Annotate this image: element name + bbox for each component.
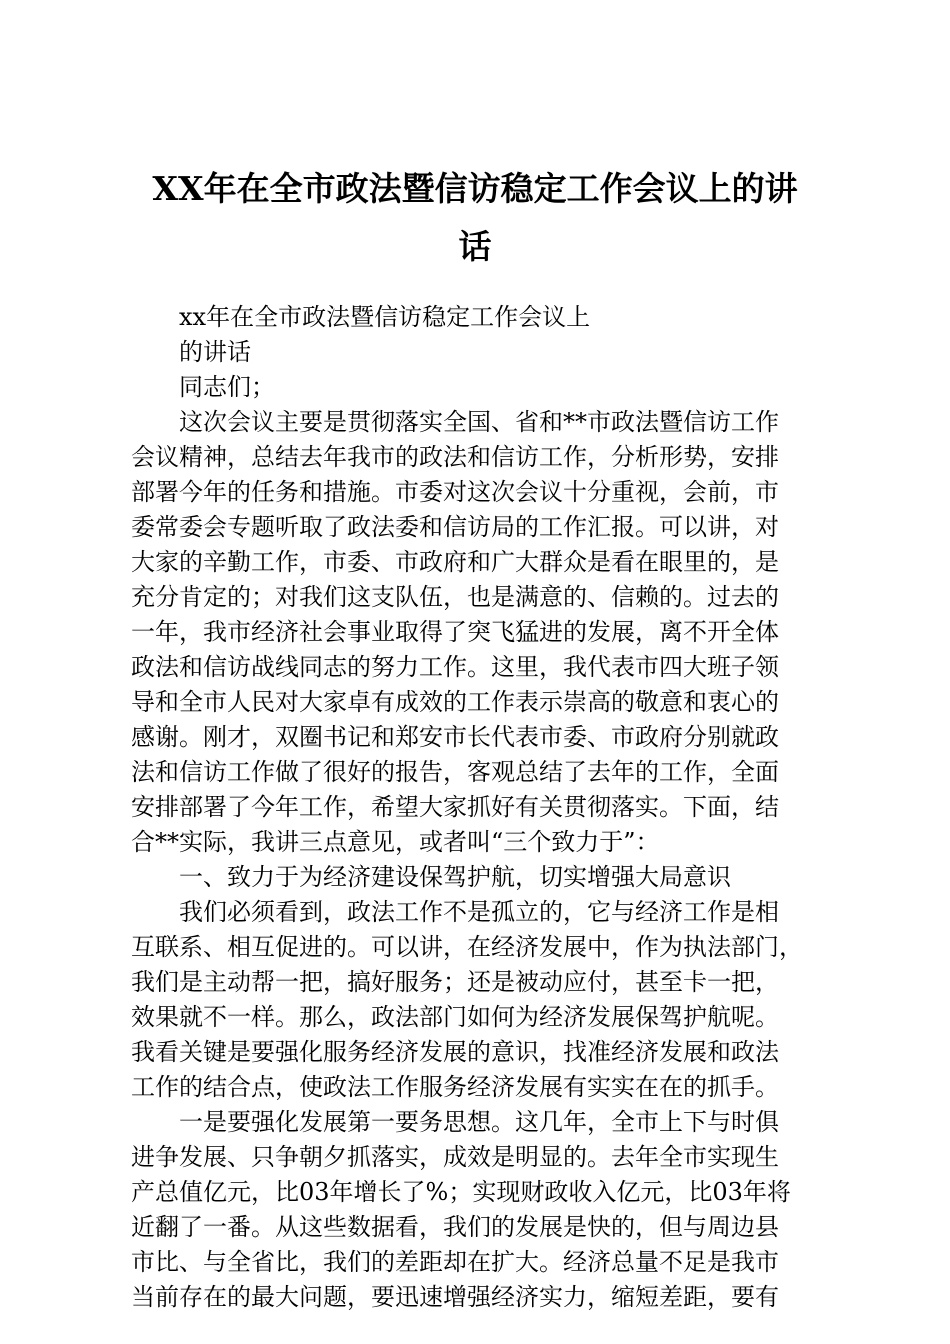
body-line: 的讲话 (179, 338, 251, 366)
body-line: 导和全市人民对大家卓有成效的工作表示崇高的敬意和衷心的 (131, 688, 779, 716)
body-line: 委常委会专题听取了政法委和信访局的工作汇报。可以讲，对 (131, 513, 779, 541)
document-title (130, 160, 820, 276)
body-line: xx年在全市政法暨信访稳定工作会议上 (179, 303, 591, 331)
body-line: 近翻了一番。从这些数据看，我们的发展是快的，但与周边县 (131, 1213, 779, 1241)
body-line: 部署今年的任务和措施。市委对这次会议十分重视，会前，市 (131, 478, 779, 506)
body-line: 大家的辛勤工作，市委、市政府和广大群众是看在眼里的，是 (131, 548, 779, 576)
body-line: 效果就不一样。那么，政法部门如何为经济发展保驾护航呢。 (131, 1003, 779, 1031)
body-line: 安排部署了今年工作，希望大家抓好有关贯彻落实。下面，结 (131, 793, 779, 821)
body-line: 市比、与全省比，我们的差距却在扩大。经济总量不足是我市 (131, 1248, 779, 1276)
body-line: 工作的结合点，使政法工作服务经济发展有实实在在的抓手。 (131, 1073, 779, 1101)
body-line: 政法和信访战线同志的努力工作。这里，我代表市四大班子领 (131, 653, 779, 681)
body-line: 进争发展、只争朝夕抓落实，成效是明显的。去年全市实现生 (131, 1143, 779, 1171)
body-line: 当前存在的最大问题，要迅速增强经济实力，缩短差距，要有 (131, 1283, 779, 1311)
body-line: 法和信访工作做了很好的报告，客观总结了去年的工作，全面 (131, 758, 779, 786)
body-line: 一、致力于为经济建设保驾护航，切实增强大局意识 (179, 863, 731, 891)
body-line: 我们必须看到，政法工作不是孤立的，它与经济工作是相 (179, 898, 779, 926)
body-line: 一是要强化发展第一要务思想。这几年，全市上下与时俱 (179, 1108, 779, 1136)
body-line: 我看关键是要强化服务经济发展的意识，找准经济发展和政法 (131, 1038, 779, 1066)
body-line: 我们是主动帮一把，搞好服务；还是被动应付，甚至卡一把， (131, 968, 779, 996)
body-line: 产总值亿元，比03年增长了%；实现财政收入亿元，比03年将 (131, 1178, 791, 1206)
title-line: XX年在全市政法暨信访稳定工作会议上的讲 (152, 169, 798, 208)
body-line: 同志们； (179, 373, 275, 401)
title-line: 话 (458, 227, 492, 266)
body-line: 会议精神，总结去年我市的政法和信访工作，分析形势，安排 (131, 443, 779, 471)
body-line: 这次会议主要是贯彻落实全国、省和**市政法暨信访工作 (179, 408, 779, 436)
document-body (131, 300, 831, 1315)
body-line: 互联系、相互促进的。可以讲，在经济发展中，作为执法部门， (131, 933, 803, 961)
body-line: 充分肯定的；对我们这支队伍，也是满意的、信赖的。过去的 (131, 583, 779, 611)
body-line: 感谢。刚才，双圈书记和郑安市长代表市委、市政府分别就政 (131, 723, 779, 751)
body-line: 合**实际，我讲三点意见，或者叫“三个致力于”： (131, 828, 660, 856)
body-line: 一年，我市经济社会事业取得了突飞猛进的发展，离不开全体 (131, 618, 779, 646)
